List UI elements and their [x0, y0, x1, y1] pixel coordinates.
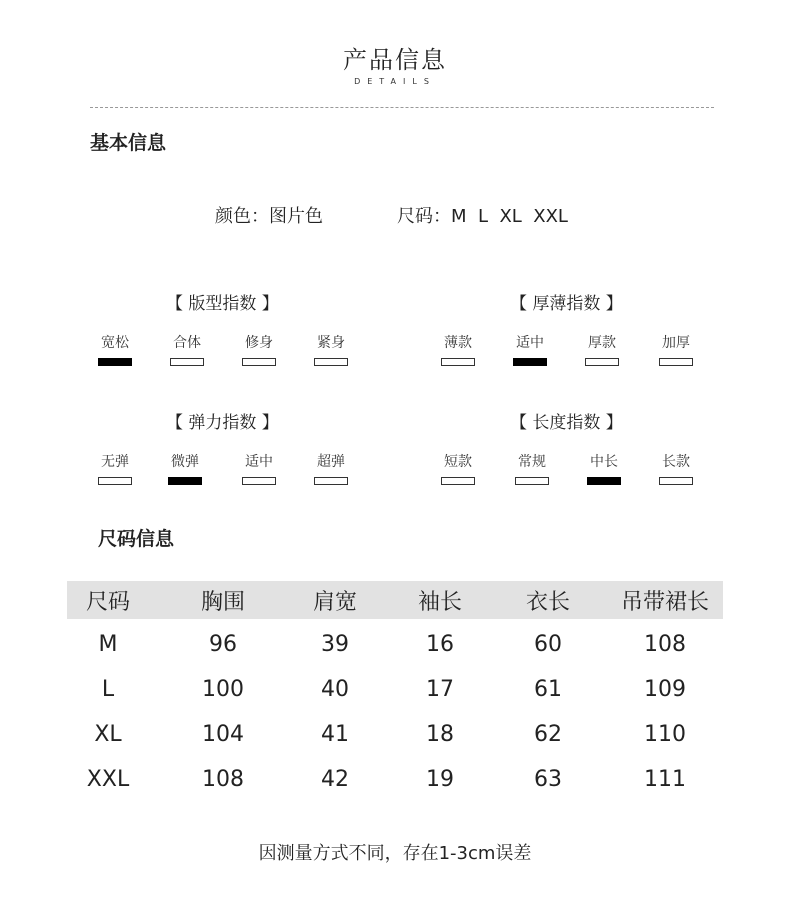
option-label: 紧身 — [317, 335, 345, 351]
option-label: 修身 — [245, 335, 273, 351]
option-label: 短款 — [444, 454, 472, 470]
option-label: 微弹 — [171, 454, 199, 470]
stretch-option — [87, 452, 143, 485]
size-table-cell: 109 — [644, 677, 686, 702]
size-table-cell: 108 — [644, 632, 686, 657]
page-subtitle: DETAILS — [354, 77, 436, 86]
size-table-cell: 61 — [534, 677, 562, 702]
size-table-cell: 104 — [202, 722, 244, 747]
size-table-cell: L — [101, 677, 115, 702]
option-label: 薄款 — [444, 335, 472, 351]
size-table-cell: 96 — [209, 632, 237, 657]
fit-option — [159, 333, 215, 366]
size-table-cell: 18 — [426, 722, 454, 747]
measurement-note: 因测量方式不同，存在1-3cm误差 — [258, 843, 532, 864]
option-indicator — [587, 477, 621, 485]
size-table-cell: 17 — [426, 677, 454, 702]
size-table-column-header: 胸围 — [200, 590, 245, 615]
size-table-column-header: 吊带裙长 — [620, 590, 709, 615]
fit-option — [303, 333, 359, 366]
option-indicator — [168, 477, 202, 485]
thickness-option — [648, 333, 704, 366]
size-info: 尺码：M L XL XXL — [397, 206, 568, 227]
option-label: 加厚 — [662, 335, 690, 351]
size-table-cell: 40 — [321, 677, 349, 702]
page-title: 产品信息 — [343, 46, 447, 74]
length-index-title: 【 长度指数 】 — [510, 413, 623, 433]
size-table-cell: 108 — [202, 767, 244, 792]
size-table-cell: 60 — [534, 632, 562, 657]
length-option — [504, 452, 560, 485]
size-table-cell: 111 — [644, 767, 686, 792]
stretch-option — [157, 452, 213, 485]
fit-option — [87, 333, 143, 366]
option-label: 厚款 — [588, 335, 616, 351]
thickness-option — [502, 333, 558, 366]
size-table-cell: XXL — [86, 767, 130, 792]
basic-info-heading: 基本信息 — [90, 132, 167, 154]
option-indicator — [441, 477, 475, 485]
option-label: 宽松 — [101, 335, 129, 351]
option-indicator — [98, 477, 132, 485]
size-table-column-header: 肩宽 — [312, 590, 357, 615]
thickness-index-title: 【 厚薄指数 】 — [510, 294, 623, 314]
fit-index-title: 【 版型指数 】 — [166, 294, 279, 314]
size-table-column-header: 袖长 — [417, 590, 462, 615]
size-table-cell: 42 — [321, 767, 349, 792]
dashed-divider — [90, 107, 714, 108]
stretch-option — [303, 452, 359, 485]
option-label: 合体 — [173, 335, 201, 351]
option-indicator — [242, 477, 276, 485]
size-table-cell: 100 — [202, 677, 244, 702]
option-indicator — [314, 477, 348, 485]
option-indicator — [170, 358, 204, 366]
color-info: 颜色：图片色 — [215, 206, 323, 227]
thickness-option — [430, 333, 486, 366]
option-indicator — [314, 358, 348, 366]
fit-option — [231, 333, 287, 366]
option-indicator — [98, 358, 132, 366]
option-label: 无弹 — [101, 454, 129, 470]
option-label: 适中 — [516, 335, 544, 351]
size-info-heading: 尺码信息 — [98, 528, 175, 550]
length-option — [430, 452, 486, 485]
size-table-cell: 16 — [426, 632, 454, 657]
option-indicator — [441, 358, 475, 366]
option-indicator — [585, 358, 619, 366]
stretch-index-title: 【 弹力指数 】 — [166, 413, 279, 433]
size-table-cell: 62 — [534, 722, 562, 747]
option-label: 适中 — [245, 454, 273, 470]
size-table-cell: 110 — [644, 722, 686, 747]
size-table-cell: 19 — [426, 767, 454, 792]
option-indicator — [513, 358, 547, 366]
size-table-column-header: 尺码 — [85, 590, 130, 615]
length-option — [648, 452, 704, 485]
option-indicator — [659, 358, 693, 366]
size-table-cell: 41 — [321, 722, 349, 747]
option-indicator — [515, 477, 549, 485]
length-option — [576, 452, 632, 485]
option-label: 长款 — [662, 454, 690, 470]
option-indicator — [242, 358, 276, 366]
size-table-cell: 63 — [534, 767, 562, 792]
stretch-option — [231, 452, 287, 485]
option-label: 常规 — [518, 454, 546, 470]
option-label: 超弹 — [317, 454, 345, 470]
option-indicator — [659, 477, 693, 485]
option-label: 中长 — [590, 454, 618, 470]
size-table-cell: M — [98, 632, 118, 657]
size-table-cell: 39 — [321, 632, 349, 657]
size-table-cell: XL — [94, 722, 122, 747]
thickness-option — [574, 333, 630, 366]
size-table-column-header: 衣长 — [525, 590, 570, 615]
